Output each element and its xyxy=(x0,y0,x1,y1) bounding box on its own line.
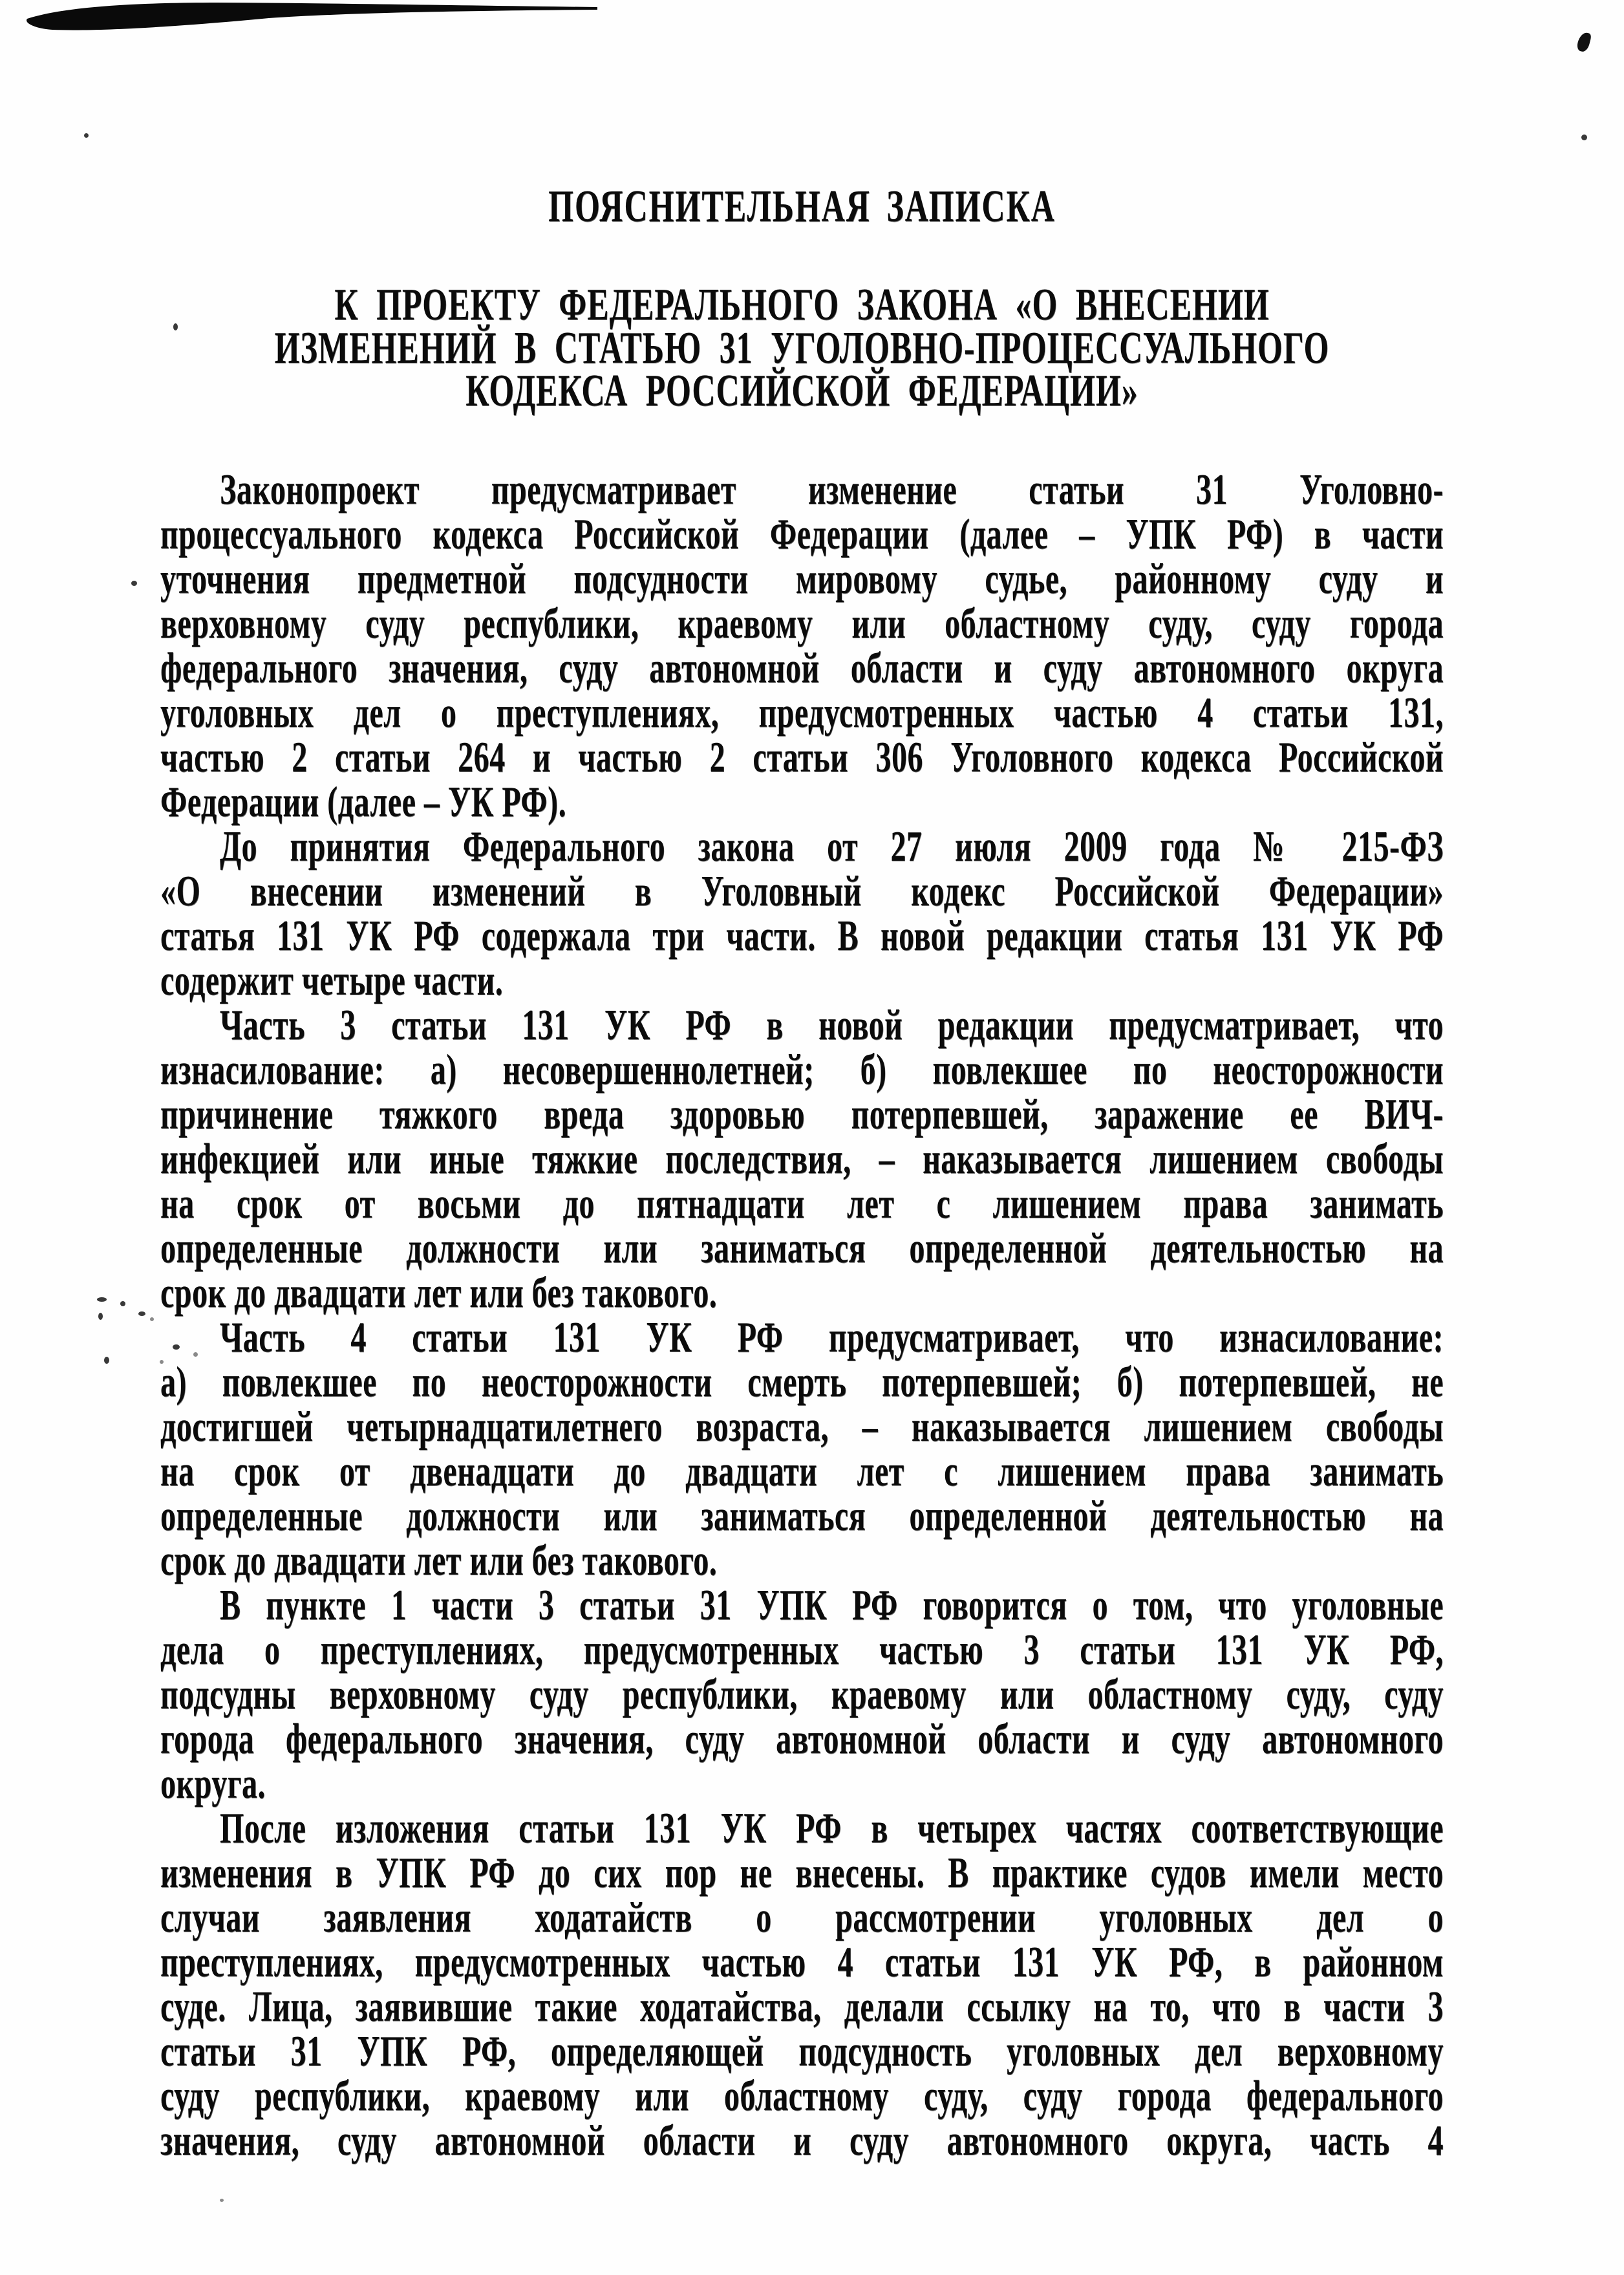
text-line: подсудны верховному суду республики, краевому или областному суду, суду xyxy=(160,1670,1444,1719)
text-line: «О внесении изменений в Уголовный кодекс Российской Федерации» xyxy=(160,867,1444,916)
scan-speck xyxy=(1581,135,1587,140)
text-line: суде. Лица, заявившие такие ходатайства, делали ссылку на то, что в части 3 xyxy=(160,1983,1444,2031)
text-line: статьи 31 УПК РФ, определяющей подсудность уголовных дел верховному xyxy=(160,2027,1444,2076)
scan-speck xyxy=(150,1317,154,1321)
scan-speck xyxy=(98,1313,103,1320)
text-line: федерального значения, суду автономной области и суду автономного округа xyxy=(160,644,1444,693)
text-line: а) повлекшее по неосторожности смерть потерпевшей; б) потерпевшей, не xyxy=(160,1358,1444,1407)
text-line: дела о преступлениях, предусмотренных частью 3 статьи 131 УК РФ, xyxy=(160,1626,1444,1674)
text-line: на срок от двенадцати до двадцати лет с лишением права занимать xyxy=(160,1447,1444,1496)
scan-speck xyxy=(84,133,89,138)
scan-speck xyxy=(120,1301,125,1306)
text-line: уточнения предметной подсудности мировому судье, районному суду и xyxy=(160,555,1444,603)
subtitle-line: КОДЕКСА РОССИЙСКОЙ ФЕДЕРАЦИИ» xyxy=(465,365,1138,416)
text-line: Часть 4 статьи 131 УК РФ предусматривает, что изнасилование: xyxy=(220,1313,1444,1362)
text-line: После изложения статьи 131 УК РФ в четырех частях соответствующие xyxy=(220,1804,1444,1853)
text-line: определенные должности или заниматься определенной деятельностью на xyxy=(160,1492,1444,1540)
subtitle-line: К ПРОЕКТУ ФЕДЕРАЛЬНОГО ЗАКОНА «О ВНЕСЕНИИ xyxy=(334,279,1270,330)
text-line: случаи заявления ходатайств о рассмотрении уголовных дел о xyxy=(160,1893,1444,1942)
text-line: Федерации (далее – УК РФ). xyxy=(160,778,567,826)
text-line: округа. xyxy=(160,1760,266,1808)
scan-speck xyxy=(220,2199,224,2202)
text-line: верховному суду республики, краевому или областному суду, суду города xyxy=(160,599,1444,648)
text-line: До принятия Федерального закона от 27 июля 2009 года № 215-ФЗ xyxy=(220,823,1444,871)
text-line: процессуального кодекса Российской Федерации (далее – УПК РФ) в части xyxy=(160,510,1444,559)
scan-streak-artifact xyxy=(23,0,605,35)
text-line: срок до двадцати лет или без такового. xyxy=(160,1536,718,1585)
paragraph xyxy=(160,994,1444,1317)
scan-speck xyxy=(138,1311,145,1316)
text-line: Часть 3 статьи 131 УК РФ в новой редакции предусматривает, что xyxy=(220,1001,1444,1050)
text-line: частью 2 статьи 264 и частью 2 статьи 306 Уголовного кодекса Российской xyxy=(160,733,1444,782)
text-line: преступлениях, предусмотренных частью 4 статьи 131 УК РФ, в районном xyxy=(160,1938,1444,1987)
paragraph xyxy=(160,815,1444,1005)
text-line: статья 131 УК РФ содержала три части. В новой редакции статья 131 УК РФ xyxy=(160,912,1444,960)
text-line: суду республики, краевому или областному суду, суду города федерального xyxy=(160,2072,1444,2120)
document-body xyxy=(160,458,1444,2165)
paragraph xyxy=(160,458,1444,826)
text-line: значения, суду автономной области и суду автономного округа, часть 4 xyxy=(160,2117,1444,2165)
text-line: изменения в УПК РФ до сих пор не внесены. В практике судов имели место xyxy=(160,1849,1444,1897)
paragraph xyxy=(160,1797,1444,2165)
paragraph xyxy=(160,1306,1444,1585)
text-line: срок до двадцати лет или без такового. xyxy=(160,1269,718,1317)
document-subtitle xyxy=(160,274,1444,416)
text-line: В пункте 1 части 3 статьи 31 УПК РФ говорится о том, что уголовные xyxy=(220,1581,1444,1630)
text-line: содержит четыре части. xyxy=(160,956,504,1005)
subtitle-line: ИЗМЕНЕНИЙ В СТАТЬЮ 31 УГОЛОВНО-ПРОЦЕССУАЛЬНОГО xyxy=(274,321,1330,372)
text-line: изнасилование: а) несовершеннолетней; б) повлекшее по неосторожности xyxy=(160,1046,1444,1094)
document-title: ПОЯСНИТЕЛЬНАЯ ЗАПИСКА xyxy=(548,180,1056,232)
text-line: определенные должности или заниматься определенной деятельностью на xyxy=(160,1224,1444,1273)
text-line: уголовных дел о преступлениях, предусмотренных частью 4 статьи 131, xyxy=(160,689,1444,737)
text-line: достигшей четырнадцатилетнего возраста, – наказывается лишением свободы xyxy=(160,1403,1444,1451)
text-line: причинение тяжкого вреда здоровью потерпевшей, заражение ее ВИЧ- xyxy=(160,1090,1444,1139)
paragraph xyxy=(160,1574,1444,1808)
text-line: Законопроект предусматривает изменение статьи 31 Уголовно- xyxy=(220,466,1444,514)
scan-speck xyxy=(104,1357,109,1364)
scan-speck xyxy=(97,1297,107,1302)
text-line: города федерального значения, суду автономной области и суду автономного xyxy=(160,1715,1444,1763)
scan-speck xyxy=(131,581,137,586)
text-line: инфекцией или иные тяжкие последствия, – наказывается лишением свободы xyxy=(160,1135,1444,1183)
scan-mark-comma xyxy=(1576,31,1592,52)
text-line: на срок от восьми до пятнадцати лет с лишением права занимать xyxy=(160,1180,1444,1228)
